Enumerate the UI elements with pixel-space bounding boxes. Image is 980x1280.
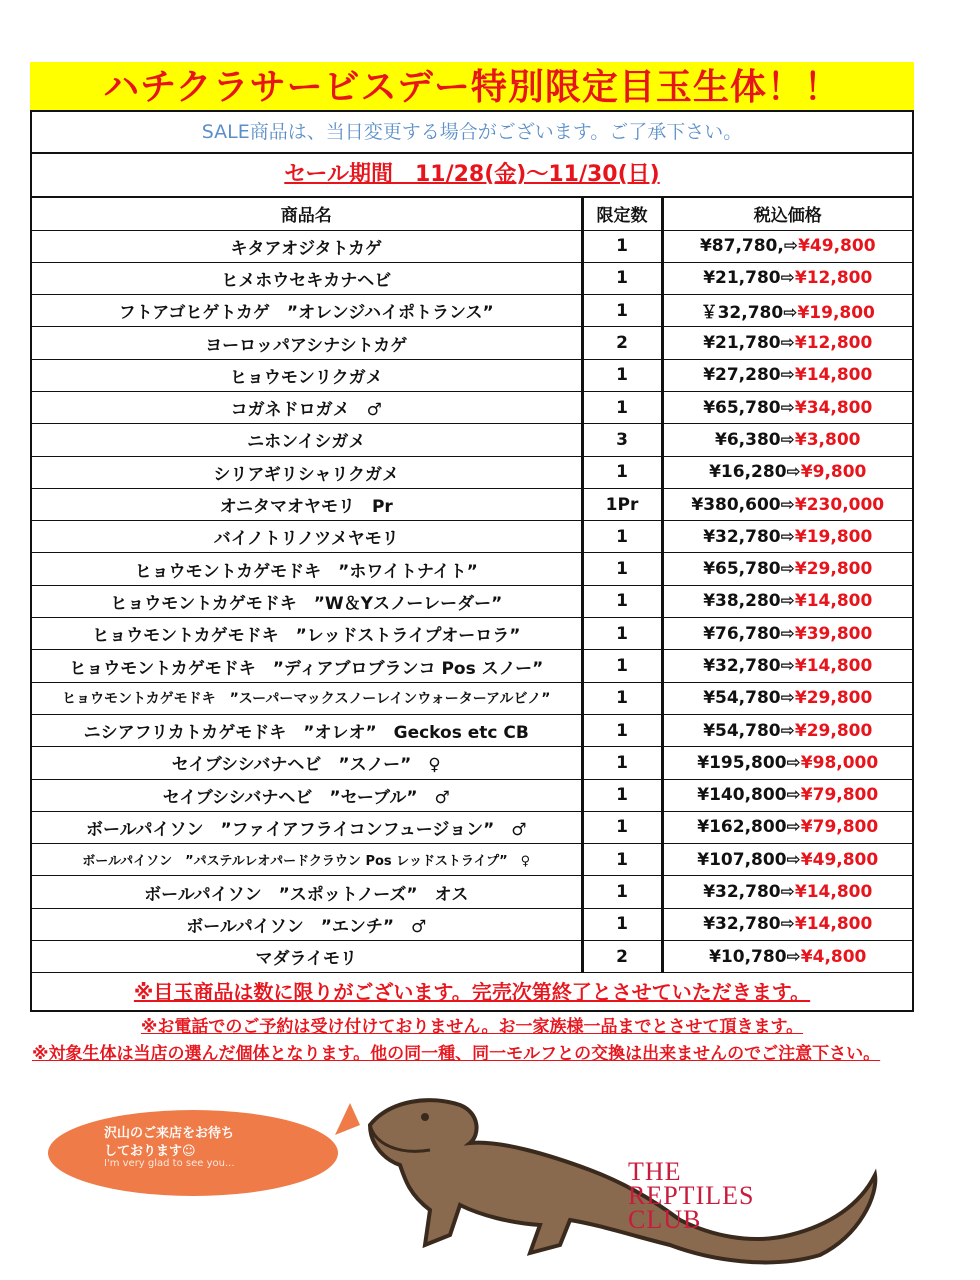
sale-price: ¥3,800: [794, 429, 861, 450]
item-name: ヒョウモントカゲモドキ ”レッドストライプオーロラ”: [32, 618, 582, 650]
item-qty: 2: [582, 941, 662, 973]
old-price: ¥195,800: [697, 752, 787, 773]
item-qty: 1: [582, 876, 662, 908]
item-price: [662, 714, 912, 746]
old-price: ¥16,280: [709, 462, 787, 483]
sale-price: ¥19,800: [797, 303, 875, 324]
old-price: ¥65,780: [703, 397, 781, 418]
item-price: [662, 327, 912, 359]
item-price: [662, 553, 912, 585]
old-price: ¥21,780: [703, 268, 781, 289]
old-price: ¥21,780: [703, 333, 781, 354]
table-row: [32, 779, 912, 811]
arrow-icon: ⇨: [780, 429, 795, 450]
table-row: [32, 650, 912, 682]
lizard-icon: [330, 1095, 890, 1265]
old-price: ￥32,780: [700, 303, 784, 324]
sale-price: ¥49,800: [798, 236, 876, 257]
item-name: ヒメホウセキカナヘビ: [32, 262, 582, 294]
bubble-line-2: しております☺: [104, 1144, 196, 1159]
arrow-icon: ⇨: [786, 785, 801, 806]
item-name: ヒョウモントカゲモドキ ”スーパーマックスノーレインウォーターアルビノ”: [32, 682, 582, 714]
arrow-icon: ⇨: [780, 365, 795, 386]
item-name: ヒョウモンリクガメ: [32, 359, 582, 391]
sale-price: ¥79,800: [800, 785, 879, 806]
exchange-note-text: ※対象生体は当店の選んだ個体となります。他の同一種、同一モルフとの交換は出来ませんのでご注意下さい。: [32, 1044, 881, 1064]
sale-price: ¥230,000: [794, 494, 885, 515]
item-qty: 1: [582, 262, 662, 294]
sale-price: ¥14,800: [794, 882, 873, 903]
old-price: ¥107,800: [697, 849, 787, 870]
item-price: [662, 811, 912, 843]
item-name: コガネドロガメ ♂: [32, 391, 582, 423]
item-qty: 1: [582, 553, 662, 585]
table-row: [32, 488, 912, 520]
table-row: [32, 553, 912, 585]
table-row: [32, 876, 912, 908]
item-qty: 1: [582, 618, 662, 650]
item-qty: 3: [582, 424, 662, 456]
item-name: ヨーロッパアシナシトカゲ: [32, 327, 582, 359]
table-header-row: [32, 198, 912, 230]
logo-line-3: CLUB: [628, 1205, 702, 1234]
logo-line-2: REPTILES: [628, 1181, 755, 1210]
item-name: ニシアフリカトカゲモドキ ”オレオ” Geckos etc CB: [32, 714, 582, 746]
item-price: [662, 585, 912, 617]
item-qty: 1Pr: [582, 488, 662, 520]
item-name: ボールパイソン ”スポットノーズ” オス: [32, 876, 582, 908]
item-name: セイブシシバナヘビ ”セーブル” ♂: [32, 779, 582, 811]
header-qty: 限定数: [582, 198, 662, 230]
item-price: [662, 779, 912, 811]
old-price: ¥54,780: [703, 720, 781, 741]
arrow-icon: ⇨: [780, 914, 795, 935]
item-price: [662, 521, 912, 553]
item-price: [662, 230, 912, 262]
item-price: [662, 908, 912, 940]
old-price: ¥10,780: [709, 946, 787, 967]
reservation-note: [30, 1012, 914, 1037]
arrow-icon: ⇨: [786, 462, 801, 483]
logo-line-1: THE: [628, 1157, 682, 1186]
arrow-icon: ⇨: [786, 752, 801, 773]
arrow-icon: ⇨: [780, 656, 795, 676]
sale-price: ¥14,800: [794, 365, 873, 386]
sale-price: ¥19,800: [794, 526, 873, 547]
item-price: [662, 359, 912, 391]
sale-price: ¥49,800: [800, 849, 879, 870]
footnote: [32, 973, 912, 1011]
item-name: ニホンイシガメ: [32, 424, 582, 456]
old-price: ¥32,780: [703, 882, 781, 903]
item-price: [662, 488, 912, 520]
sale-period-text: セール期間 11/28(金)〜11/30(日): [284, 162, 660, 187]
table-row: [32, 359, 912, 391]
arrow-icon: ⇨: [780, 268, 795, 289]
item-qty: 1: [582, 714, 662, 746]
arrow-icon: ⇨: [780, 882, 795, 903]
table-row: [32, 456, 912, 488]
table-row: [32, 521, 912, 553]
table-row: [32, 811, 912, 843]
item-price: [662, 941, 912, 973]
table-row: [32, 327, 912, 359]
sale-price: ¥9,800: [800, 462, 867, 483]
item-name: ヒョウモントカゲモドキ ”W＆Yスノーレーダー”: [32, 585, 582, 617]
table-row: [32, 618, 912, 650]
store-logo: [628, 1157, 755, 1234]
old-price: ¥6,380: [715, 429, 781, 450]
table-row: [32, 230, 912, 262]
table-row: [32, 585, 912, 617]
bubble-line-1: 沢山のご来店をお待ち: [104, 1126, 235, 1141]
item-price: [662, 618, 912, 650]
item-name: バイノトリノツメヤモリ: [32, 521, 582, 553]
item-qty: 2: [582, 327, 662, 359]
old-price: ¥32,780: [703, 656, 781, 676]
arrow-icon: ⇨: [780, 494, 795, 515]
footnote-text: ※目玉商品は数に限りがございます。完売次第終了とさせていただきます。: [133, 980, 811, 1005]
item-price: [662, 424, 912, 456]
header-price: 税込価格: [662, 198, 912, 230]
table-row: [32, 747, 912, 779]
item-qty: 1: [582, 230, 662, 262]
table-row: [32, 391, 912, 423]
sale-price: ¥12,800: [794, 333, 873, 354]
item-qty: 1: [582, 811, 662, 843]
item-name: ヒョウモントカゲモドキ ”ホワイトナイト”: [32, 553, 582, 585]
arrow-icon: ⇨: [780, 720, 795, 741]
arrow-icon: ⇨: [786, 849, 801, 870]
item-qty: 1: [582, 391, 662, 423]
old-price: ¥76,780: [703, 623, 781, 644]
sale-price: ¥29,800: [794, 720, 873, 741]
arrow-icon: ⇨: [783, 236, 799, 257]
item-name: フトアゴヒゲトカゲ ”オレンジハイポトランス”: [32, 295, 582, 327]
sale-price: ¥14,800: [794, 591, 873, 612]
old-price: ¥162,800: [697, 817, 787, 838]
item-price: [662, 844, 912, 876]
bubble-line-3: I'm very glad to see you...: [104, 1158, 235, 1169]
sale-price: ¥12,800: [794, 268, 873, 289]
old-price: ¥65,780: [703, 559, 781, 580]
sale-price: ¥4,800: [800, 946, 867, 967]
page-title: ハチクラサービスデー特別限定目玉生体！！: [30, 62, 914, 112]
sale-price: ¥39,800: [794, 623, 873, 644]
arrow-icon: ⇨: [783, 303, 798, 324]
reservation-note-text: ※お電話でのご予約は受け付けておりません。お一家族様一品までとさせて頂きます。: [140, 1017, 804, 1037]
item-qty: 1: [582, 908, 662, 940]
item-price: [662, 682, 912, 714]
arrow-icon: ⇨: [780, 397, 795, 418]
old-price: ¥32,780: [703, 526, 781, 547]
item-qty: 1: [582, 456, 662, 488]
table-row: [32, 941, 912, 973]
table-row: [32, 682, 912, 714]
arrow-icon: ⇨: [780, 526, 795, 547]
old-price: ¥140,800: [697, 785, 787, 806]
sale-period: [32, 154, 912, 198]
item-qty: 1: [582, 585, 662, 617]
arrow-icon: ⇨: [780, 333, 795, 354]
item-qty: 1: [582, 359, 662, 391]
item-qty: 1: [582, 682, 662, 714]
item-name: キタアオジタトカゲ: [32, 230, 582, 262]
sale-price: ¥79,800: [800, 817, 879, 838]
sale-price: ¥14,800: [794, 914, 873, 935]
arrow-icon: ⇨: [786, 817, 801, 838]
old-price: ¥380,600: [691, 494, 781, 515]
items-table: [32, 198, 912, 973]
sale-price: ¥14,800: [794, 656, 873, 676]
item-name: ボールパイソン ”ファイアフライコンフュージョン” ♂: [32, 811, 582, 843]
sale-notice: SALE商品は、当日変更する場合がございます。ご了承下さい。: [32, 112, 912, 154]
exchange-note: [32, 1038, 932, 1070]
sale-price: ¥29,800: [794, 559, 873, 580]
table-row: [32, 424, 912, 456]
table-row: [32, 844, 912, 876]
old-price: ¥54,780: [703, 688, 781, 709]
item-price: [662, 391, 912, 423]
item-qty: 1: [582, 779, 662, 811]
item-name: ボールパイソン ”エンチ” ♂: [32, 908, 582, 940]
item-name: オニタマオヤモリ Pr: [32, 488, 582, 520]
old-price: ¥32,780: [703, 914, 781, 935]
arrow-icon: ⇨: [780, 591, 795, 612]
item-price: [662, 876, 912, 908]
arrow-icon: ⇨: [780, 688, 795, 709]
table-row: [32, 908, 912, 940]
item-price: [662, 650, 912, 682]
item-qty: 1: [582, 521, 662, 553]
old-price: ¥27,280: [703, 365, 781, 386]
table-row: [32, 714, 912, 746]
old-price: ¥38,280: [703, 591, 781, 612]
item-qty: 1: [582, 650, 662, 682]
item-qty: 1: [582, 747, 662, 779]
old-price: ¥87,780,: [699, 236, 784, 257]
sale-price: ¥98,000: [800, 752, 879, 773]
item-price: [662, 295, 912, 327]
table-row: [32, 262, 912, 294]
item-name: ボールパイソン ”パステルレオパードクラウン Pos レッドストライプ” ♀: [32, 844, 582, 876]
header-name: 商品名: [32, 198, 582, 230]
arrow-icon: ⇨: [780, 559, 795, 580]
arrow-icon: ⇨: [780, 623, 795, 644]
item-name: マダライモリ: [32, 941, 582, 973]
sale-price: ¥29,800: [794, 688, 873, 709]
item-price: [662, 262, 912, 294]
item-name: シリアギリシャリクガメ: [32, 456, 582, 488]
item-price: [662, 456, 912, 488]
sale-price: ¥34,800: [794, 397, 873, 418]
item-name: ヒョウモントカゲモドキ ”ディアブロブランコ Pos スノー”: [32, 650, 582, 682]
item-price: [662, 747, 912, 779]
item-name: セイブシシバナヘビ ”スノー” ♀: [32, 747, 582, 779]
item-qty: 1: [582, 844, 662, 876]
sale-table-frame: [30, 110, 914, 1012]
table-row: [32, 295, 912, 327]
arrow-icon: ⇨: [786, 946, 801, 967]
item-qty: 1: [582, 295, 662, 327]
